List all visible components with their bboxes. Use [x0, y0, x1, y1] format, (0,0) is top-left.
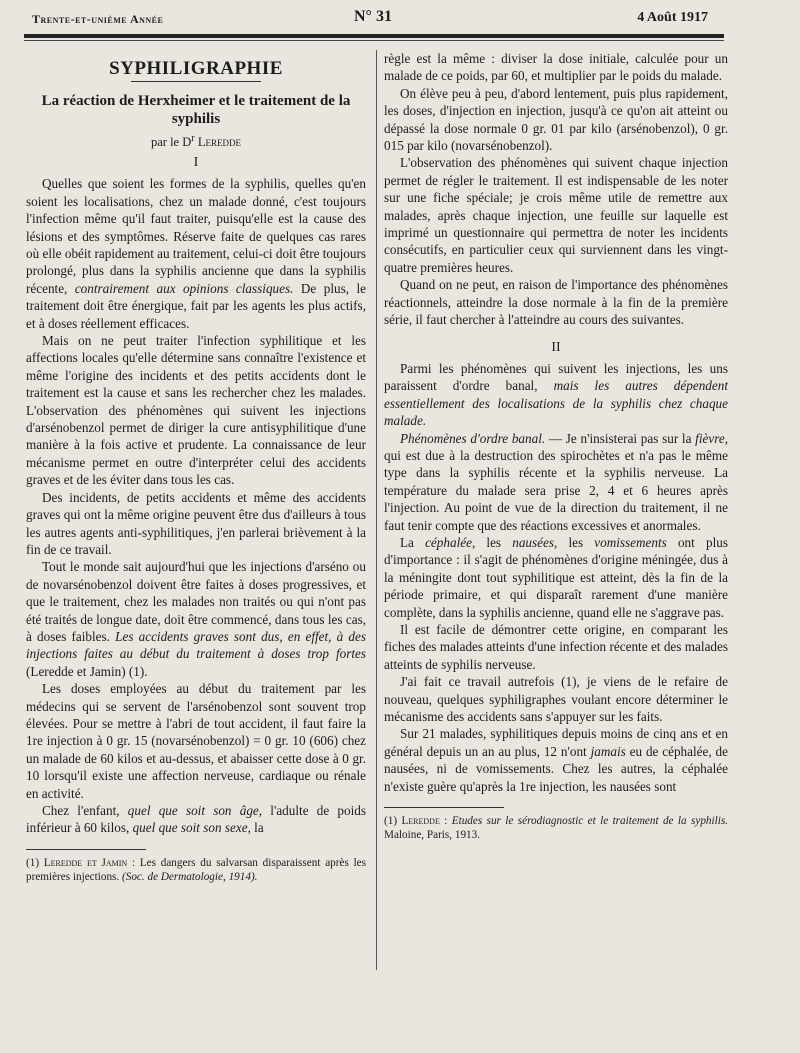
paragraph: Sur 21 malades, syphilitiques depuis moins de cinq ans et en général depuis un an au plus, 12 n'ont jamais eu de céphalée, de nausées, ni de vomissements. Chez les autres, la céphalée n'existe guère qu'après la 1re injection, les nausées sont — [384, 726, 728, 794]
footnote-rule — [26, 849, 146, 850]
paragraph: Mais on ne peut traiter l'infection syphilitique et les affections locales qu'elle détermine sans connaître l'existence et même l'origine des incidents et des petits accidents dont le traitement est la cause et sans les rechercher chez les malades. L'observation des phénomènes qui suivent les injections d'arsénobenzol permet de diriger la cure antisyphilitique d'une manière à la fois active et prudente. La connaissance de leur mécanisme permet en outre d'interpréter celui des accidents graves et de les éviter dans tous les cas. — [26, 333, 366, 488]
paragraph: On élève peu à peu, d'abord lentement, puis plus rapidement, les doses, d'injection en injection, jusqu'à ce qu'on ait atteint ou dépassé la dose normale 0 gr. 01 par kilo (arsénobenzol), 0 gr. 015 par kilo (novarsénobenzol). — [384, 85, 728, 154]
paragraph: Parmi les phénomènes qui suivent les injections, les uns paraissent d'ordre banal, mais les autres dépendent essentiellement des localisations de la syphilis chez chaque malade. — [384, 360, 728, 429]
paragraph: J'ai fait ce travail autrefois (1), je viens de le refaire de nouveau, quelques syphiligraphes voulant encore déterminer le mécanisme des accidents sans s'appuyer sur les faits. — [384, 674, 728, 725]
left-column — [26, 50, 366, 884]
paragraph: Chez l'enfant, quel que soit son âge, l'adulte de poids inférieur à 60 kilos, quel que soit son sexe, la — [26, 803, 366, 836]
paragraph: Il est facile de démontrer cette origine, en comparant les fiches des malades atteints d'une infection récente et des malades atteints de syphilis nerveuse. — [384, 622, 728, 672]
article-title: La réaction de Herxheimer et le traitement de la syphilis — [41, 93, 351, 128]
part-numeral-2: II — [551, 339, 561, 355]
header-volume: Trente-et-unième Année — [32, 12, 164, 26]
header-rule-thick — [24, 34, 724, 38]
section-title: SYPHILIGRAPHIE — [109, 58, 283, 79]
header-rule-thin — [24, 40, 724, 41]
byline: par le $D^r$ Leredde — [151, 133, 241, 150]
footnote: (1) Leredde : Etudes sur le sérodiagnostic et le traitement de la syphilis. Maloine, Paris, 1913. — [384, 815, 728, 842]
paragraph: Des incidents, de petits accidents et même des accidents graves qui ont la même origine peuvent être dus d'ailleurs à tous les autres agents anti-syphilitiques, j'en parlerai brièvement à la fin de ce travail. — [26, 489, 366, 557]
running-head — [32, 8, 708, 30]
paragraph: Phénomènes d'ordre banal. — Je n'insisterai pas sur la fièvre, qui est due à la destruction des spirochètes et n'a pas le même type dans la syphilis récente et la syphilis nerveuse. La température du malade sera prise 2, 4 et 6 heures après l'injection. Au point de vue de la direction du traitement, il ne faut tenir compte que des réactions excessives et anormales. — [384, 430, 728, 533]
paragraph: La céphalée, les nausées, les vomissements ont plus d'importance : il s'agit de phénomènes d'origine méningée, dus à la méningite dont tout syphilitique est atteint, dès la fin de la période primaire, et qui disparaît rarement d'une manière complète, dans la syphilis ancienne, quand elle ne s'aggrave pas. — [384, 534, 728, 620]
footnote: (1) Leredde et Jamin : Les dangers du salvarsan disparaissent après les premières injections. (Soc. de Dermatologie, 1914). — [26, 856, 366, 883]
column-divider — [376, 50, 377, 970]
paragraph: Tout le monde sait aujourd'hui que les injections d'arséno ou de novarsénobenzol doivent être faites à doses progressives, et que le traitement, chez les malades non traités ou qui n'ont pas été traités de longue date, doit être commencé, dans tous les cas, à doses faibles. Les accidents graves sont dus, en effet, à des injections faites au début du traitement à doses trop fortes (Leredde et Jamin) (1). — [26, 559, 366, 679]
section-rule — [131, 81, 261, 82]
paragraph: règle est la même : diviser la dose initiale, calculée pour un malade de ce poids, par 60, et multiplier par le poids du malade. — [384, 51, 728, 84]
paragraph: L'observation des phénomènes qui suivent chaque injection permet de régler le traitement. Il est indispensable de les noter sur une fiche spéciale; je crois même utile de remettre aux malades, après chaque injection, une feuille sur laquelle est imprimé un questionnaire qui permettra de noter les incidents consécutifs, en particulier ceux qui surviennent dans les vingt-quatre premières heures. — [384, 155, 728, 275]
header-date: 4 Août 1917 — [637, 10, 708, 25]
paragraph: Quand on ne peut, en raison de l'importance des phénomènes réactionnels, atteindre la dose normale à la fin de la première série, il faut chercher à l'atteindre au cours des suivantes. — [384, 277, 728, 328]
header-issue-number: N° 31 — [354, 8, 392, 25]
paragraph: Les doses employées au début du traitement par les médecins qui se servent de l'arsénobenzol sont souvent trop élevées. Pour se mettre à l'abri de tout accident, il faut faire la 1re injection à 0 gr. 15 (novarsénobenzol) = 0 gr. 10 (606) chez un malade de 60 kilos et au-dessus, et abaisser cette dose à 0 gr. 10 lorsqu'il existe une affection nerveuse, cardiaque ou rénale en activité. — [26, 681, 366, 801]
footnote-rule — [384, 807, 504, 808]
right-column — [384, 50, 728, 842]
author-name: Leredde — [197, 135, 241, 150]
part-numeral-1: I — [193, 154, 199, 170]
paragraph: Quelles que soient les formes de la syphilis, quelles qu'en soient les localisations, chez un malade donné, c'est toujours l'infection même qu'il faut traiter, puisqu'elle est la cause des lésions et des symptômes. Réserve faite de quelques cas rares où elle obéit rapidement au traitement, celui-ci doit être toujours prolongé, plus dans la syphilis ancienne que dans la syphilis récente, contrairement aux opinions classiques. De plus, le traitement doit être énergique, fait par les agents les plus actifs, et à doses réellement efficaces. — [26, 176, 367, 331]
